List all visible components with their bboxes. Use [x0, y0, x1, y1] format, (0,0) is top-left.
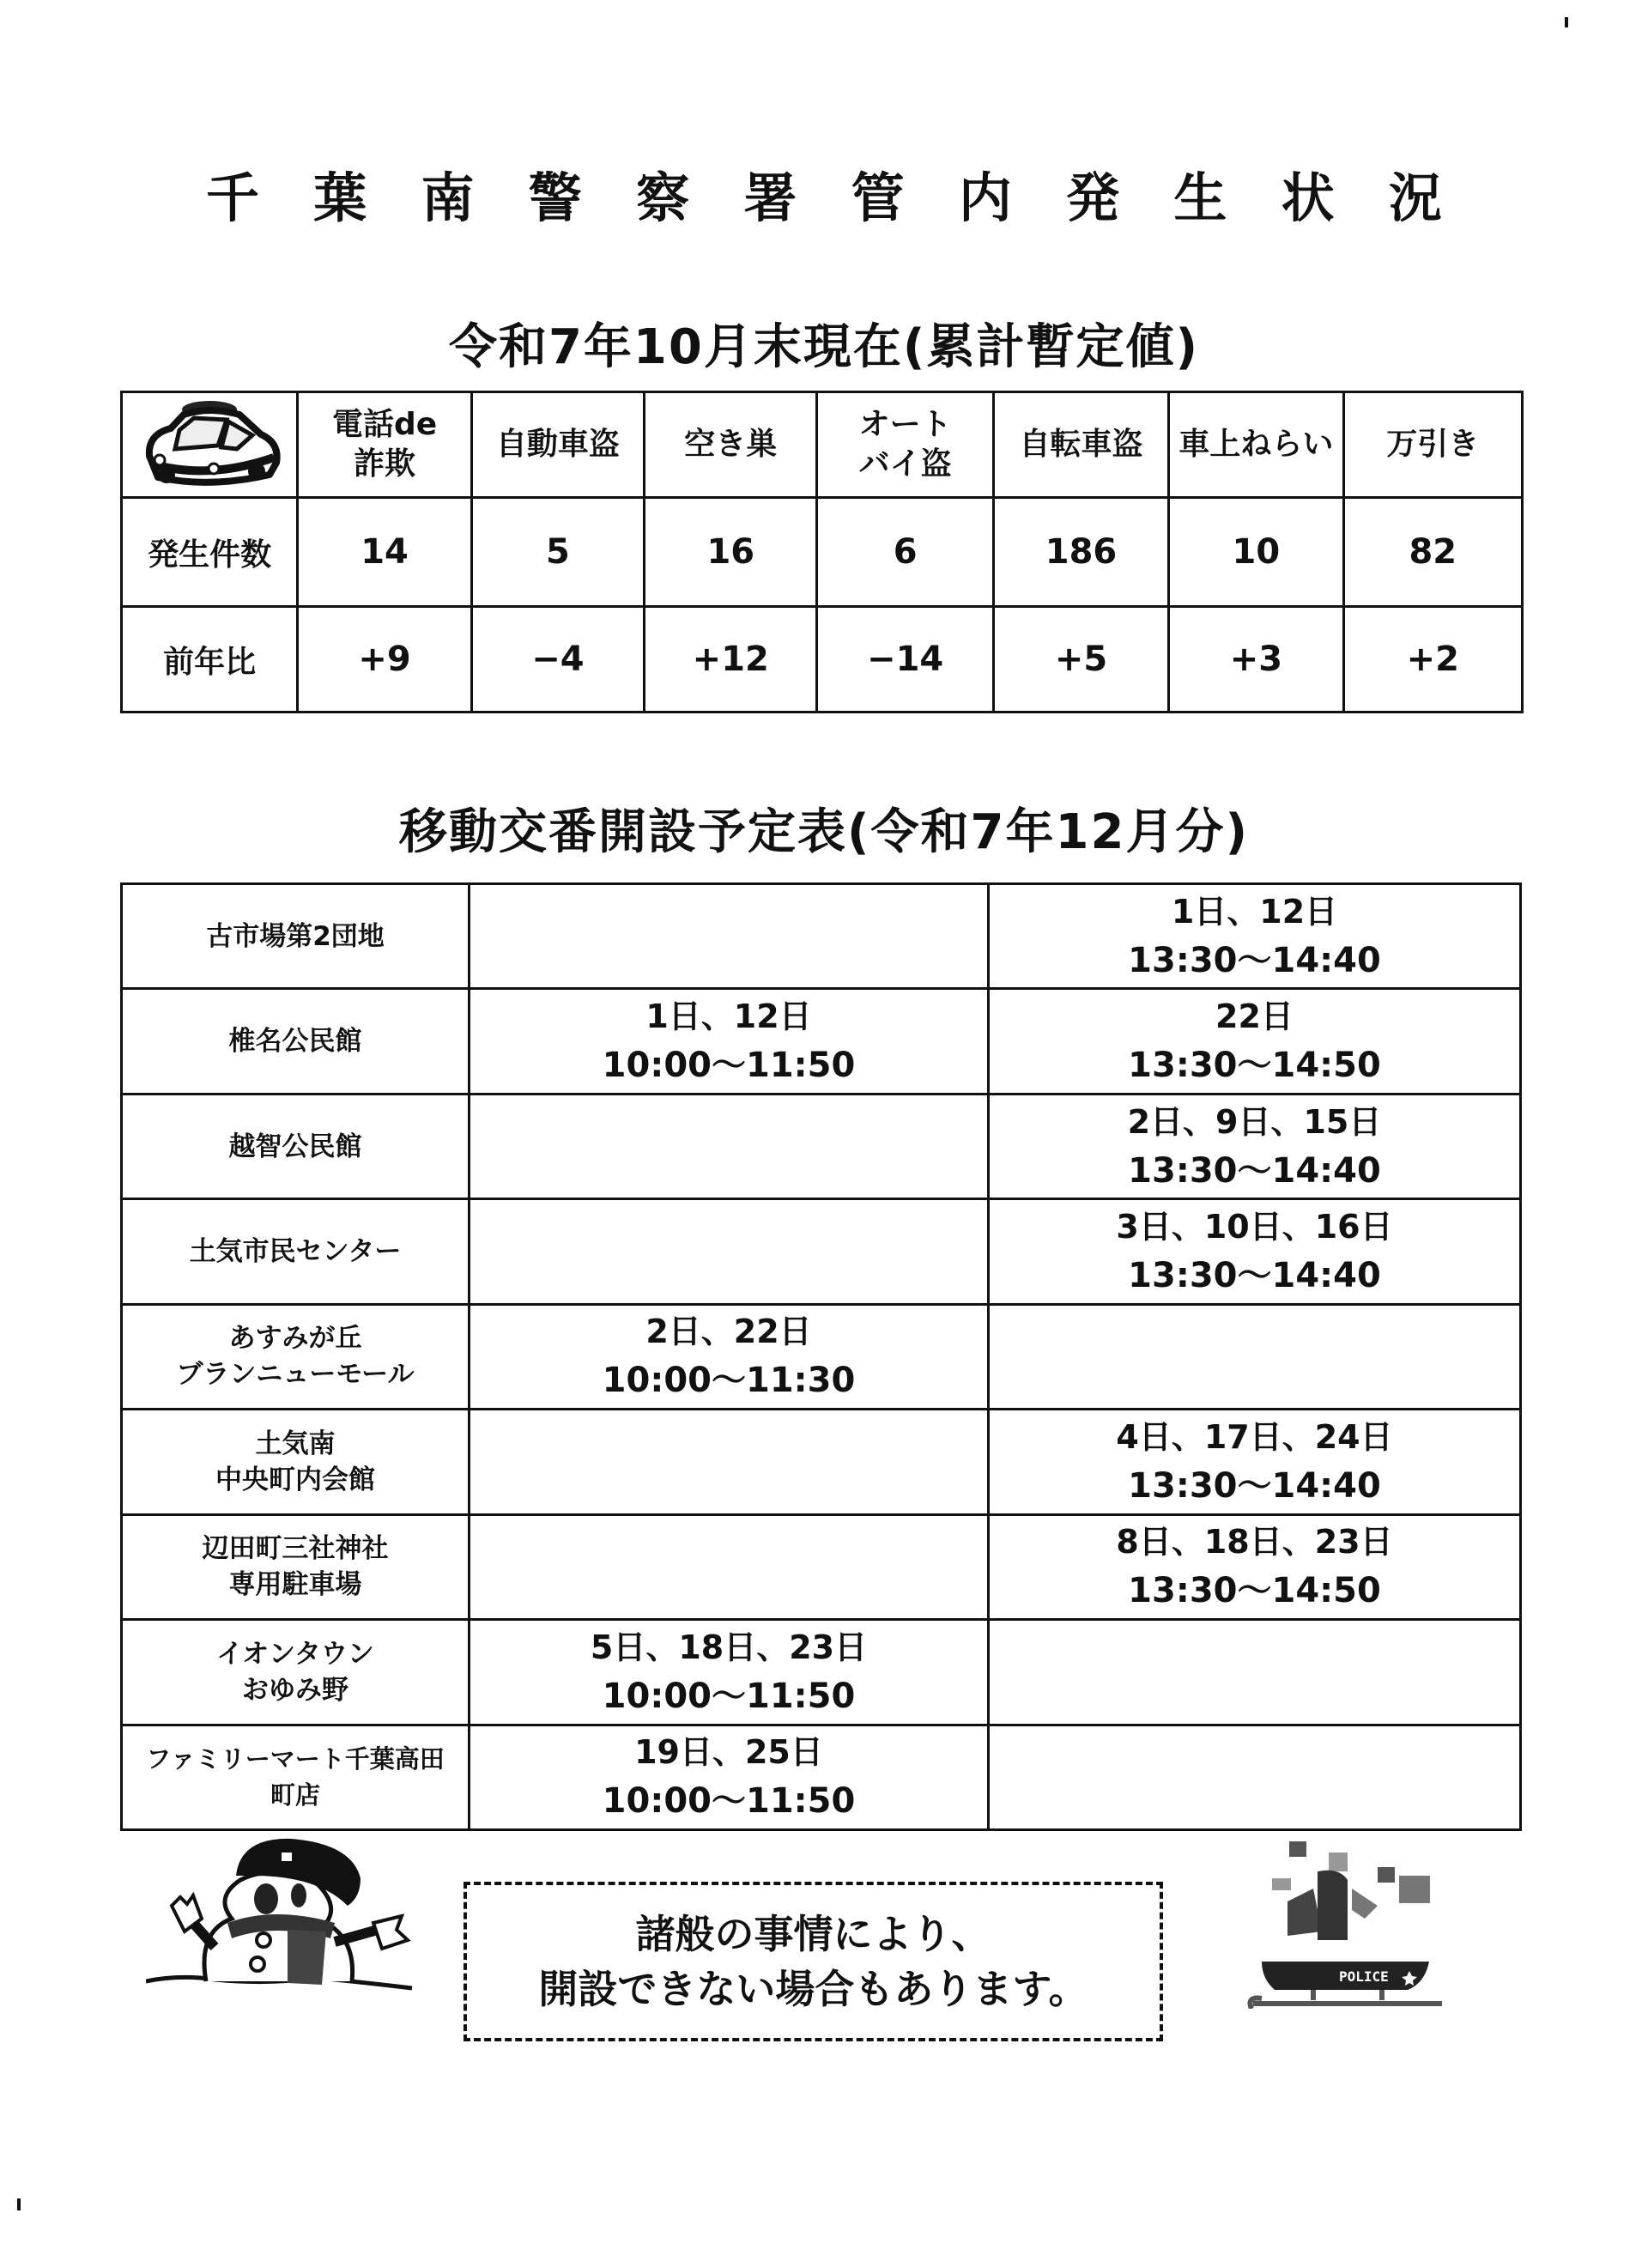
page-title: [172, 155, 1476, 232]
afternoon-time: 13:30〜14:40: [1128, 1465, 1381, 1506]
location-cell: [122, 1304, 470, 1409]
crime-stats-table: [120, 391, 1524, 713]
afternoon-days: 4日、17日、24日: [1116, 1417, 1393, 1456]
title-char: 状: [1281, 166, 1335, 229]
morning-cell: [470, 884, 989, 989]
mobile-police-box-schedule-table: [120, 882, 1522, 1831]
row-header-yoy-change: 前年比: [122, 607, 298, 713]
header-line: バイ盗: [858, 446, 952, 482]
table-cell: 186: [993, 498, 1168, 607]
notice-box: [464, 1882, 1163, 2041]
table-cell: 14: [298, 498, 471, 607]
notice-line: 諸般の事情により、: [635, 1911, 991, 1957]
location-line: おゆみ野: [242, 1674, 348, 1706]
location-line: 越智公民館: [228, 1131, 362, 1162]
afternoon-cell: [989, 1094, 1521, 1198]
afternoon-days: 22日: [1215, 998, 1294, 1036]
location-line: 中央町内会館: [215, 1464, 375, 1495]
afternoon-days: 1日、12日: [1171, 892, 1338, 931]
title-char: 葉: [313, 166, 367, 229]
afternoon-days: 3日、10日、16日: [1116, 1208, 1393, 1246]
scan-mark-top-right: [1565, 17, 1568, 27]
morning-cell: [470, 1620, 989, 1725]
title-char: 況: [1388, 166, 1442, 229]
column-header-burglary: 空き巣: [645, 392, 817, 498]
morning-time: 10:00〜11:50: [602, 1781, 856, 1822]
morning-time: 10:00〜11:50: [602, 1046, 856, 1086]
afternoon-time: 13:30〜14:50: [1128, 1046, 1381, 1086]
column-header-phone-fraud: [298, 392, 471, 498]
title-char: 生: [1173, 166, 1227, 229]
snowman-police-hat-icon: [146, 1837, 429, 2009]
police-car-icon: [132, 396, 287, 490]
table-row: [122, 1410, 1521, 1514]
location-line: 土気市民センター: [189, 1236, 402, 1268]
notice-line: 開設できない場合もあります。: [538, 1966, 1088, 2012]
morning-cell: [470, 1199, 989, 1304]
table-cell: +5: [993, 607, 1168, 713]
police-sleigh-icon: [1236, 1828, 1459, 2009]
afternoon-cell: [989, 1304, 1521, 1409]
location-line: ファミリーマート千葉高田: [146, 1744, 445, 1774]
morning-days: 19日、25日: [634, 1733, 823, 1772]
location-line: 町店: [270, 1780, 320, 1810]
table-row: [122, 607, 1523, 713]
afternoon-time: 13:30〜14:40: [1128, 940, 1381, 980]
afternoon-cell: [989, 1620, 1521, 1725]
table-cell: 5: [471, 498, 644, 607]
sleigh-graphic: [1236, 1828, 1459, 2009]
table-cell: −4: [471, 607, 644, 713]
afternoon-cell: [989, 1725, 1521, 1830]
afternoon-cell: [989, 1199, 1521, 1304]
title-char: 千: [206, 166, 260, 229]
location-line: イオンタウン: [216, 1638, 374, 1670]
location-cell: [122, 1725, 470, 1830]
column-header-motorcycle-theft: [817, 392, 993, 498]
table-cell: +2: [1343, 607, 1522, 713]
afternoon-cell: [989, 989, 1521, 1094]
location-cell: [122, 1514, 470, 1619]
afternoon-days: 8日、18日、23日: [1116, 1523, 1393, 1562]
corner-cell: [122, 392, 298, 498]
column-header-bicycle-theft: 自転車盗: [993, 392, 1168, 498]
afternoon-cell: [989, 1410, 1521, 1514]
afternoon-days: 2日、9日、15日: [1127, 1102, 1382, 1141]
column-header-car-theft: 自動車盗: [471, 392, 644, 498]
scan-mark-bottom-left: [17, 2198, 21, 2210]
table-cell: 10: [1169, 498, 1343, 607]
table-row: [122, 1304, 1521, 1409]
location-line: 専用駐車場: [228, 1569, 362, 1601]
table-row: [122, 1094, 1521, 1198]
table-row: [122, 1199, 1521, 1304]
location-cell: [122, 1410, 470, 1514]
location-cell: [122, 989, 470, 1094]
morning-cell: [470, 989, 989, 1094]
afternoon-time: 13:30〜14:40: [1128, 1150, 1381, 1191]
location-cell: [122, 1094, 470, 1198]
crime-stats-title: 令和7年10月末現在(累計暫定値): [448, 319, 1200, 375]
schedule-title: 移動交番開設予定表(令和7年12月分): [398, 804, 1250, 860]
afternoon-cell: [989, 1514, 1521, 1619]
morning-cell: [470, 1094, 989, 1198]
header-line: 詐欺: [354, 446, 416, 482]
table-cell: +12: [645, 607, 817, 713]
table-cell: 16: [645, 498, 817, 607]
title-char: 発: [1066, 166, 1120, 229]
column-header-shoplifting: 万引き: [1343, 392, 1522, 498]
table-cell: +3: [1169, 607, 1343, 713]
morning-days: 5日、18日、23日: [590, 1628, 868, 1666]
table-row: [122, 1514, 1521, 1619]
table-row: [122, 989, 1521, 1094]
afternoon-time: 13:30〜14:40: [1128, 1256, 1381, 1296]
title-char: 察: [636, 166, 690, 229]
table-row: [122, 1725, 1521, 1830]
morning-days: 2日、22日: [645, 1313, 812, 1351]
morning-days: 1日、12日: [645, 998, 812, 1036]
table-cell: −14: [817, 607, 993, 713]
table-cell: 6: [817, 498, 993, 607]
afternoon-cell: [989, 884, 1521, 989]
morning-cell: [470, 1304, 989, 1409]
morning-time: 10:00〜11:50: [602, 1676, 856, 1716]
table-row: [122, 498, 1523, 607]
location-line: 古市場第2団地: [206, 920, 385, 952]
header-line: 電話de: [331, 407, 438, 442]
title-char: 署: [743, 166, 797, 229]
location-cell: [122, 1620, 470, 1725]
morning-time: 10:00〜11:30: [602, 1361, 856, 1401]
row-header-occurrences: 発生件数: [122, 498, 298, 607]
table-cell: +9: [298, 607, 471, 713]
location-line: 辺田町三社神社: [202, 1533, 389, 1565]
title-char: 南: [421, 166, 475, 229]
morning-cell: [470, 1514, 989, 1619]
location-cell: [122, 884, 470, 989]
table-row: [122, 884, 1521, 989]
table-cell: 82: [1343, 498, 1522, 607]
header-line: オート: [858, 407, 952, 442]
table-row: [122, 1620, 1521, 1725]
afternoon-time: 13:30〜14:50: [1128, 1571, 1381, 1611]
location-line: ブランニューモール: [176, 1359, 415, 1391]
morning-cell: [470, 1725, 989, 1830]
title-char: 警: [528, 166, 582, 229]
title-char: 内: [958, 166, 1012, 229]
column-header-car-break-in: 車上ねらい: [1169, 392, 1343, 498]
location-cell: [122, 1199, 470, 1304]
crime-stats-header-row: [122, 392, 1523, 498]
sleigh-label: POLICE: [1339, 1968, 1389, 1985]
location-line: 土気南: [255, 1428, 336, 1459]
morning-cell: [470, 1410, 989, 1514]
title-char: 管: [851, 166, 905, 229]
location-line: あすみが丘: [228, 1323, 362, 1355]
location-line: 椎名公民館: [228, 1026, 362, 1058]
